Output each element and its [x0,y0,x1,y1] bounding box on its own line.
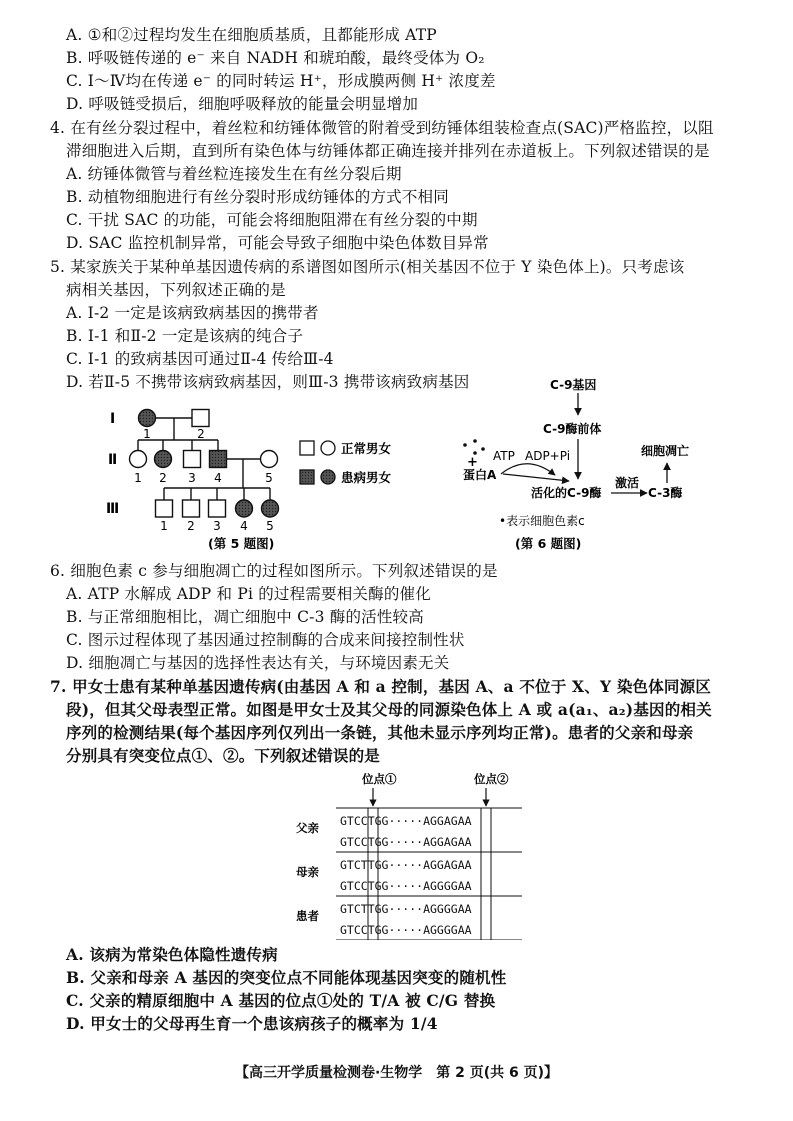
seq-row: GTCTTGG·····AGGAGAA [340,858,472,872]
num-III-3: 3 [213,519,221,533]
seq-row: GTCCTGG·····AGGGGAA [340,879,472,893]
q4-option-c: C. 干扰 SAC 的功能，可能会将细胞阻滞在有丝分裂的中期 [66,211,478,229]
q6-option-c: C. 图示过程体现了基因通过控制酶的合成来间接控制性状 [66,631,465,649]
cyt-c-dot [463,443,467,447]
q7-option-a: A. 该病为常染色体隐性遗传病 [66,945,278,964]
cyt-c-legend: •表示细胞色素c [499,514,585,528]
pedigree-III-3 [209,500,226,517]
pedigree-II-4 [210,451,227,468]
q6-stem: 6. 细胞色素 c 参与细胞凋亡的过程如图所示。下列叙述错误的是 [50,562,498,580]
q4-option-a: A. 纺锤体微管与着丝粒连接发生在有丝分裂后期 [66,165,402,183]
plus-sign: + [467,455,478,470]
atp-label: ATP [493,449,515,463]
site2-label: 位点② [474,772,509,786]
num-III-5: 5 [266,519,274,533]
num-III-1: 1 [160,519,168,533]
pedigree-II-2 [155,451,172,468]
q7-stem-line1: 7. 甲女士患有某种单基因遗传病(由基因 A 和 a 控制，基因 A、a 不位于 X、Y 染色体同源区 [50,677,712,696]
q5-stem-line2: 病相关基因，下列叙述正确的是 [66,281,286,299]
legend-affected-label: 患病男女 [341,470,392,485]
num-III-4: 4 [240,519,248,533]
legend-affected-female-icon [321,470,335,484]
q4-stem-line1: 4. 在有丝分裂过程中，着丝粒和纺锤体微管的附着受到纺锤体组装检查点(SAC)严格监控，以阻 [50,119,714,137]
q7-stem-line2: 段)，但其父母表型正常。如图是甲女士及其父母的同源染色体上 A 或 a(a₁、a₂)基因的相关 [66,700,712,719]
pedigree-III-5 [262,500,279,517]
q3-option-c: C. Ⅰ～Ⅳ均在传递 e⁻ 的同时转运 H⁺，形成膜两侧 H⁺ 浓度差 [66,72,496,90]
q4-option-d: D. SAC 监控机制异常，可能会导致子细胞中染色体数目异常 [66,234,489,252]
seq-row: GTCCTGG·····AGGAGAA [340,814,472,828]
num-III-2: 2 [187,519,195,533]
q6-option-d: D. 细胞凋亡与基因的选择性表达有关，与环境因素无关 [66,654,450,672]
pedigree-figure [100,396,440,554]
site1-label: 位点① [362,772,397,786]
num-II-1: 1 [134,471,142,485]
q5-option-c: C. Ⅰ-1 的致病基因可通过Ⅱ-4 传给Ⅲ-4 [66,350,334,368]
c9-gene-label: C-9基因 [550,378,597,392]
gen-label-III: Ⅲ [106,501,120,517]
num-II-4: 4 [214,471,222,485]
q6-option-a: A. ATP 水解成 ADP 和 Pi 的过程需要相关酶的催化 [66,585,431,603]
pedigree-III-4 [236,500,253,517]
activate-label: 激活 [615,476,640,490]
sequence-figure [290,770,530,940]
c9-precursor-label: C-9酶前体 [543,422,602,436]
q7-option-d: D. 甲女士的父母再生育一个患该病孩子的概率为 1/4 [66,1014,438,1033]
q3-option-d: D. 呼吸链受损后，细胞呼吸释放的能量会明显增加 [66,95,419,113]
c3-enzyme-label: C-3酶 [648,486,683,500]
mother-label: 母亲 [296,865,319,879]
legend-normal-label: 正常男女 [341,441,392,456]
num-I-2: 2 [197,427,205,441]
fig5-caption: (第 5 题图) [208,536,275,551]
q5-stem-line1: 5. 某家族关于某种单基因遗传病的系谱图如图所示(相关基因不位于 Y 染色体上)。只考虑该 [50,258,685,276]
q4-stem-line2: 滞细胞进入后期，直到所有染色体与纺锤体都正确连接并排列在赤道板上。下列叙述错误的是 [66,142,710,160]
patient-label: 患者 [296,909,319,923]
seq-row: GTCTTGG·····AGGGGAA [340,902,472,916]
q4-option-b: B. 动植物细胞进行有丝分裂时形成纺锤体的方式不相同 [66,188,449,206]
activated-c9-label: 活化的C-9酶 [531,486,602,500]
q5-option-a: A. Ⅰ-2 一定是该病致病基因的携带者 [66,304,319,322]
pedigree-II-3 [184,451,201,468]
num-II-3: 3 [188,471,196,485]
seq-row: GTCCTGG·····AGGGGAA [340,923,472,937]
cyt-c-dot [473,439,477,443]
gen-label-II: Ⅱ [108,452,118,468]
seq-row: GTCCTGG·····AGGAGAA [340,835,472,849]
legend-affected-male-icon [300,470,314,484]
num-I-1: 1 [143,427,151,441]
legend-normal-male-icon [300,441,314,455]
gen-label-I: Ⅰ [110,411,116,427]
protein-a-label: 蛋白A [463,468,497,482]
pedigree-II-5 [261,451,278,468]
q5-option-b: B. Ⅰ-1 和Ⅱ-2 一定是该病的纯合子 [66,327,304,345]
pedigree-III-1 [156,500,173,517]
q6-option-b: B. 与正常细胞相比，凋亡细胞中 C-3 酶的活性较高 [66,608,424,626]
q5-option-d: D. 若Ⅱ-5 不携带该病致病基因，则Ⅲ-3 携带该病致病基因 [66,373,470,391]
pedigree-II-1 [130,451,147,468]
pedigree-I-2 [192,410,209,427]
num-II-5: 5 [265,471,273,485]
num-II-2: 2 [159,471,167,485]
adp-pi-label: ADP+Pi [525,449,571,463]
q7-stem-line3: 序列的检测结果(每个基因序列仅列出一条链，其他未显示序列均正常)。患者的父亲和母亲 [66,723,694,742]
q7-option-c: C. 父亲的精原细胞中 A 基因的位点①处的 T/A 被 C/G 替换 [66,991,496,1010]
pedigree-III-2 [183,500,200,517]
cyt-c-dot [481,447,485,451]
q3-option-b: B. 呼吸链传递的 e⁻ 来自 NADH 和琥珀酸，最终受体为 O₂ [66,49,485,67]
legend-normal-female-icon [321,441,335,455]
apoptosis-label: 细胞凋亡 [641,444,690,458]
page-footer: 【高三开学质量检测卷·生物学 第 2 页(共 6 页)】 [234,1065,559,1081]
pedigree-I-1 [139,410,156,427]
apoptosis-pathway-figure [455,375,745,555]
q3-option-a: A. ①和②过程均发生在细胞质基质，且都能形成 ATP [66,26,437,44]
q7-stem-line4: 分别具有突变位点①、②。下列叙述错误的是 [66,746,381,765]
fig6-caption: (第 6 题图) [515,536,582,551]
q7-option-b: B. 父亲和母亲 A 基因的突变位点不同能体现基因突变的随机性 [66,968,507,987]
father-label: 父亲 [296,821,319,835]
